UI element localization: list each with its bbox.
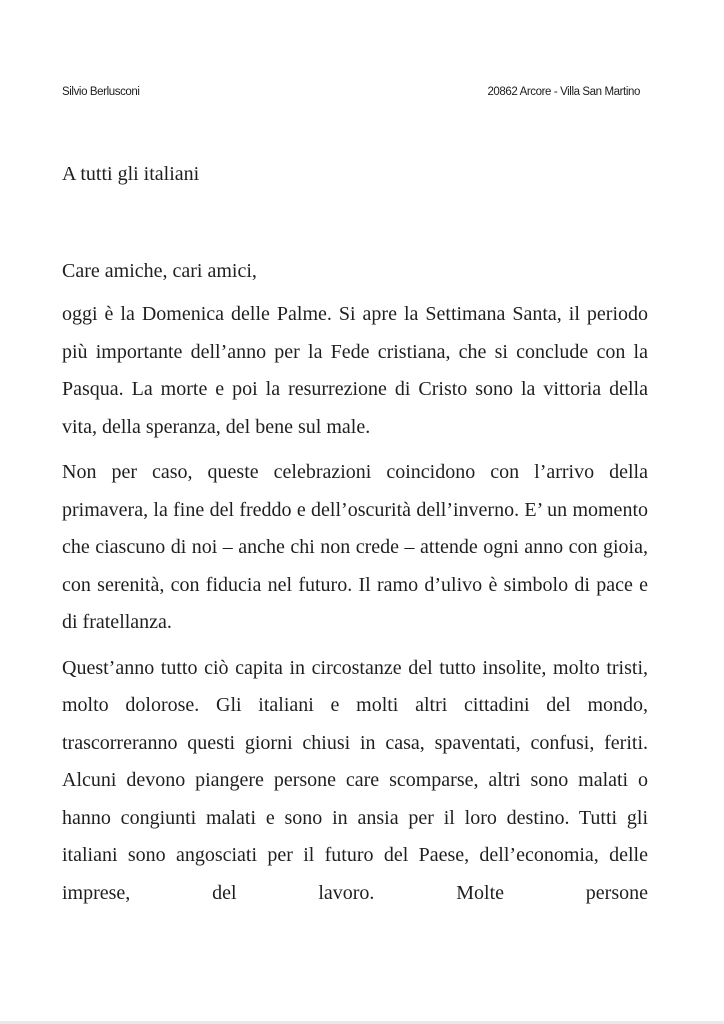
addressee-line: A tutti gli italiani (62, 163, 200, 185)
paragraph-1: oggi è la Domenica delle Palme. Si apre la Settimana Santa, il periodo più importante dell’anno per la Fede cristiana, che si conclude con la Pasqua. La morte e poi la resurrezione di Cristo sono la vittoria della vita, della speranza, del bene sul male. (62, 303, 648, 438)
greeting: Care amiche, cari amici, (62, 260, 257, 282)
paragraph-3: Quest’anno tutto ciò capita in circostanze del tutto insolite, molto tristi, molto dolorose. Gli italiani e molti altri cittadini del mondo, trascorreranno questi giorni chiusi in casa, spaventati, confusi, feriti. Alcuni devono piangere persone care scomparse, altri sono malati o hanno congiunti malati e sono in ansia per il loro destino. Tutti gli italiani sono angosciati per il futuro del Paese, dell’economia, delle imprese, del lavoro. Molte persone (62, 656, 648, 904)
paragraph-2: Non per caso, queste celebrazioni coincidono con l’arrivo della primavera, la fine del freddo e dell’oscurità dell’inverno. E’ un momento che ciascuno di noi – anche chi non crede – attende ogni anno con gioia, con serenità, con fiducia nel futuro. Il ramo d’ulivo è simbolo di pace e di fratellanza. (62, 461, 648, 633)
letter-body (62, 256, 648, 920)
sender-name: Silvio Berlusconi (62, 86, 140, 98)
sender-address: 20862 Arcore - Villa San Martino (487, 86, 640, 98)
